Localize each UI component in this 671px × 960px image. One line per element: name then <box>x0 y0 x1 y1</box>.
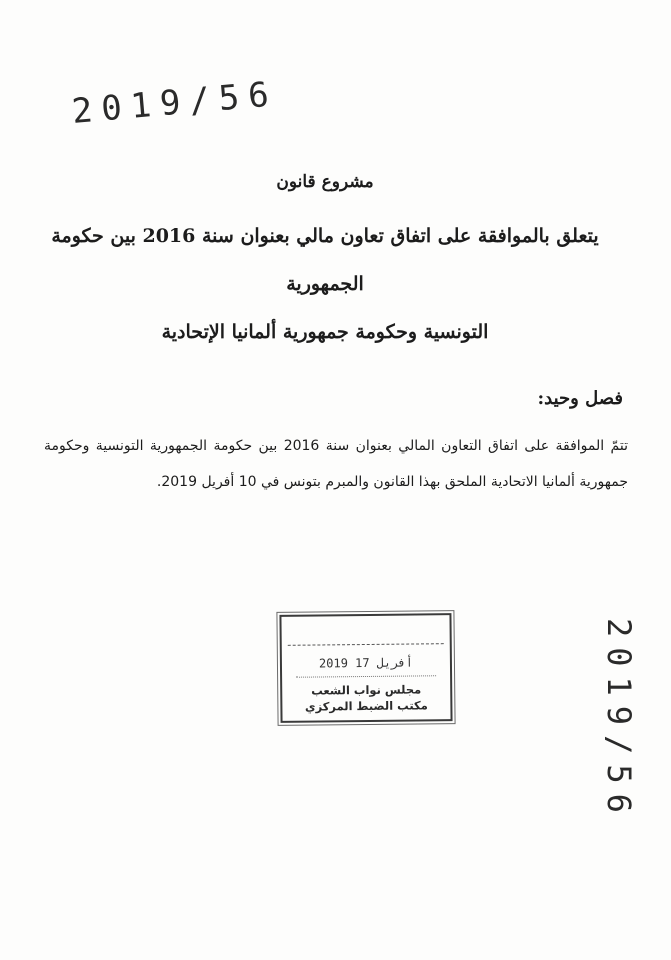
stamp-header-band <box>288 621 444 646</box>
stamp-organization <box>288 681 444 715</box>
document-type: مشروع قانون <box>276 172 374 192</box>
stamp-date: 2019 أفريل 17 <box>318 655 413 671</box>
section-body: تتمّ الموافقة على اتفاق التعاون المالي بعنوان سنة 2016 بين حكومة الجمهورية التونسية وحكومة جمهورية ألمانيا الاتحادية الملحق بهذا القانون والمبرم بتونس في 10 أفريل 2019. <box>44 438 628 490</box>
stamp-divider <box>296 675 436 677</box>
stamp-org-line-2: مكتب الضبط المركزي <box>304 698 428 714</box>
reception-stamp <box>279 613 452 723</box>
registration-number-stamp-top: 2019/56 <box>70 74 280 132</box>
section-heading: فصل وحيد: <box>537 388 623 409</box>
registration-number-stamp-side: 2019/56 <box>600 618 638 823</box>
document-title-line-2: التونسية وحكومة جمهورية ألمانيا الإتحادية <box>161 321 489 343</box>
stamp-org-line-1: مجلس نواب الشعب <box>311 682 422 698</box>
document-header <box>40 172 610 356</box>
document-title-line-1: يتعلق بالموافقة على اتفاق تعاون مالي بعنوان سنة 2016 بين حكومة الجمهورية <box>51 225 599 295</box>
